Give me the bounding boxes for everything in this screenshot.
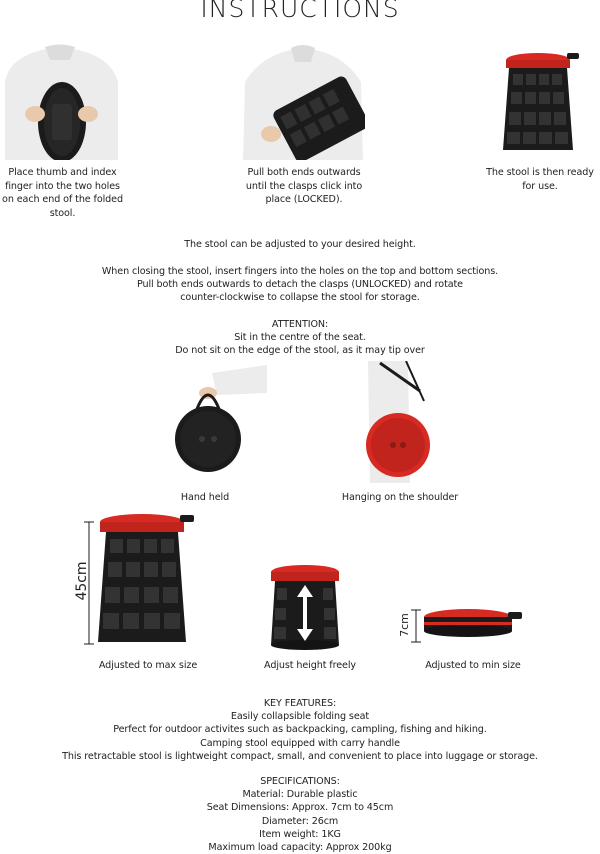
max-dimension-label: 45cm [74,561,90,601]
feature-item: This retractable stool is lightweight compact, small, and convenient to place into luggage or storage. [62,750,538,762]
attention-line: Sit in the centre of the seat. [234,332,366,344]
step3-caption: The stool is then ready for use. [486,167,594,192]
min-size-caption: Adjusted to min size [425,660,521,671]
attention-heading: ATTENTION: [271,319,329,330]
step1-caption: Place thumb and index finger into the two holes on each end of the folded stool. [2,167,123,219]
feature-item: Perfect for outdoor activites such as backpacking, campling, fishing and hiking. [113,724,487,736]
spec-item: Maximum load capacity: Approx 200kg [208,842,392,854]
step3-image [495,50,585,155]
closing-line: When closing the stool, insert fingers into the holes on the top and bottom sections. [101,266,499,277]
adjust-height-image [265,563,345,653]
key-features [0,697,600,763]
attention-block [0,318,600,358]
spec-item: Diameter: 26cm [261,815,339,827]
specifications [0,775,600,854]
key-features-heading: KEY FEATURES: [263,698,337,709]
max-size-caption: Adjusted to max size [98,660,198,671]
closing-line: Pull both ends outwards to detach the clasps (UNLOCKED) and rotate [136,279,463,291]
closing-line: counter-clockwise to collapse the stool for storage. [180,292,420,304]
feature-item: Camping stool equipped with carry handle [200,737,400,749]
step2-caption: Pull both ends outwards until the clasps click into place (LOCKED). [245,167,363,205]
step1-image [0,42,125,160]
adjust-paragraph: The stool can be adjusted to your desired height. [184,239,416,250]
closing-paragraph [0,265,600,305]
hand-held-image [172,363,267,478]
specifications-heading: SPECIFICATIONS: [260,776,340,787]
min-dimension-label: 7cm [398,613,411,637]
spec-item: Material: Durable plastic [242,789,358,801]
hand-held-caption: Hand held [180,492,230,503]
spec-item: Item weight: 1KG [259,828,341,840]
feature-item: Easily collapsible folding seat [230,711,370,723]
step2-image [243,42,365,160]
min-size-image [398,600,528,650]
shoulder-caption: Hanging on the shoulder [341,492,459,503]
attention-line: Do not sit on the edge of the stool, as it may tip over [175,345,425,357]
adjust-height-caption: Adjust height freely [264,660,356,671]
spec-item: Seat Dimensions: Approx. 7cm to 45cm [206,802,394,814]
shoulder-image [360,361,440,483]
page-title: INSTRUCTIONS [200,0,400,23]
